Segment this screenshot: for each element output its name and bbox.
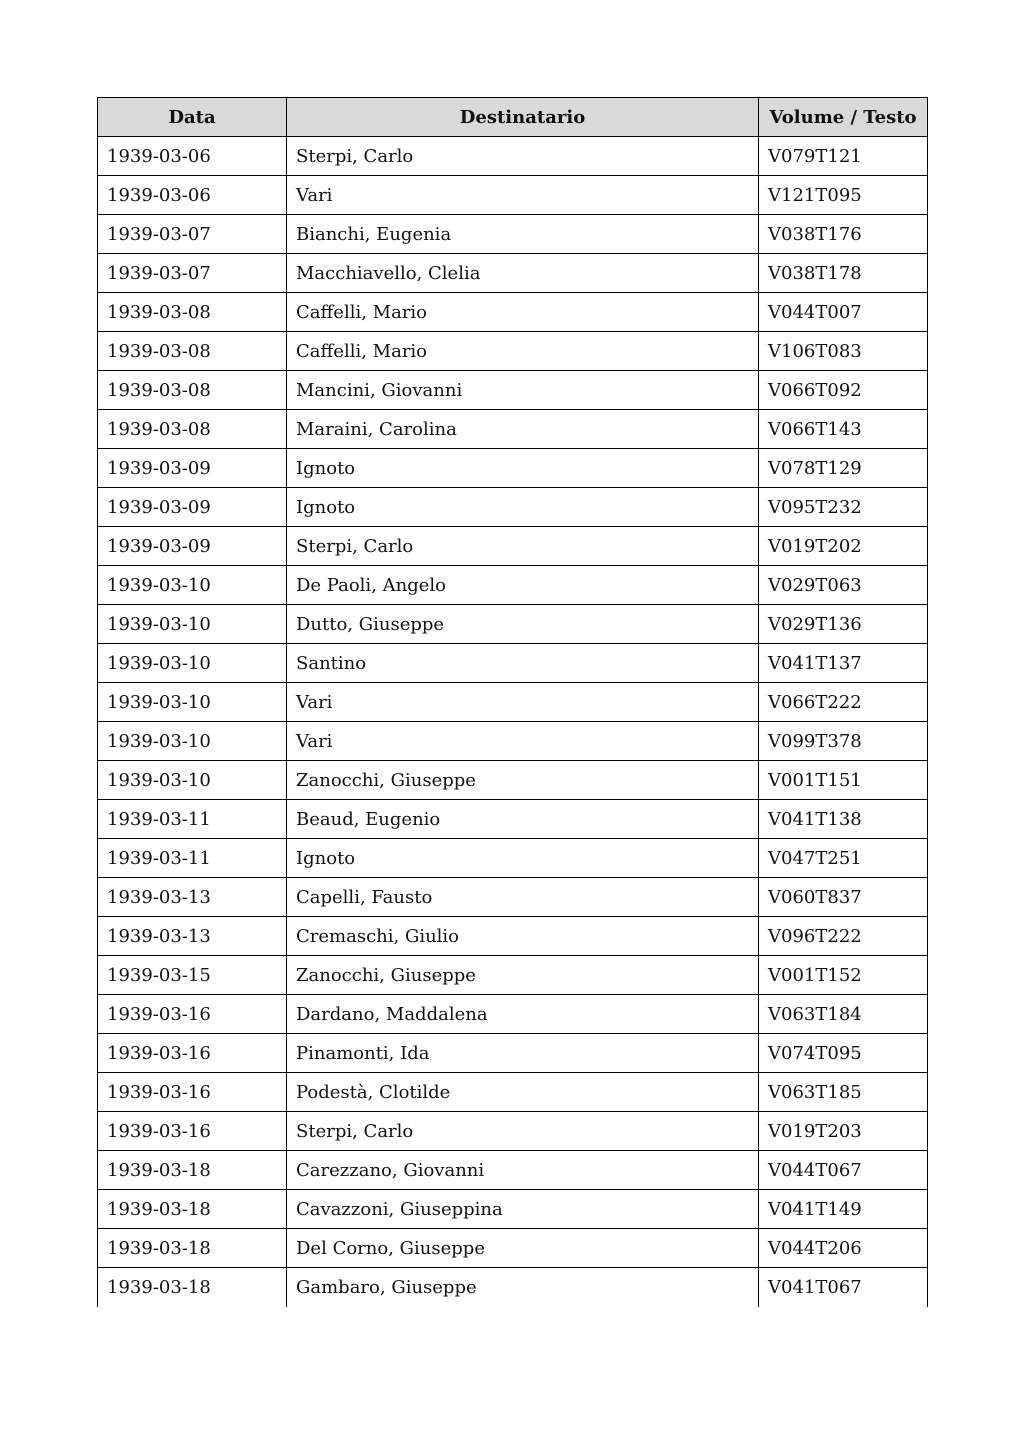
cell-recipient: Pinamonti, Ida xyxy=(287,1034,759,1073)
table-row xyxy=(98,956,928,995)
cell-date: 1939-03-18 xyxy=(98,1190,287,1229)
table-row xyxy=(98,995,928,1034)
cell-recipient: Sterpi, Carlo xyxy=(287,1112,759,1151)
table-row xyxy=(98,254,928,293)
cell-date: 1939-03-11 xyxy=(98,800,287,839)
cell-date: 1939-03-06 xyxy=(98,137,287,176)
cell-recipient: Podestà, Clotilde xyxy=(287,1073,759,1112)
cell-volume: V041T067 xyxy=(759,1268,928,1307)
cell-recipient: Sterpi, Carlo xyxy=(287,527,759,566)
cell-date: 1939-03-09 xyxy=(98,449,287,488)
cell-volume: V038T178 xyxy=(759,254,928,293)
table-row xyxy=(98,1190,928,1229)
cell-date: 1939-03-10 xyxy=(98,644,287,683)
cell-recipient: Sterpi, Carlo xyxy=(287,137,759,176)
cell-volume: V041T137 xyxy=(759,644,928,683)
cell-recipient: Beaud, Eugenio xyxy=(287,800,759,839)
cell-volume: V063T184 xyxy=(759,995,928,1034)
table-row xyxy=(98,878,928,917)
cell-recipient: Cremaschi, Giulio xyxy=(287,917,759,956)
cell-volume: V044T007 xyxy=(759,293,928,332)
table-row xyxy=(98,1034,928,1073)
cell-date: 1939-03-18 xyxy=(98,1229,287,1268)
cell-volume: V078T129 xyxy=(759,449,928,488)
cell-volume: V063T185 xyxy=(759,1073,928,1112)
table-row xyxy=(98,917,928,956)
cell-recipient: Dutto, Giuseppe xyxy=(287,605,759,644)
cell-recipient: Carezzano, Giovanni xyxy=(287,1151,759,1190)
table-row xyxy=(98,1229,928,1268)
table-row xyxy=(98,293,928,332)
cell-date: 1939-03-06 xyxy=(98,176,287,215)
cell-volume: V060T837 xyxy=(759,878,928,917)
cell-volume: V029T063 xyxy=(759,566,928,605)
cell-recipient: De Paoli, Angelo xyxy=(287,566,759,605)
cell-recipient: Ignoto xyxy=(287,488,759,527)
table-row xyxy=(98,800,928,839)
cell-recipient: Vari xyxy=(287,683,759,722)
cell-date: 1939-03-10 xyxy=(98,722,287,761)
table-row xyxy=(98,722,928,761)
cell-recipient: Del Corno, Giuseppe xyxy=(287,1229,759,1268)
cell-date: 1939-03-08 xyxy=(98,371,287,410)
cell-volume: V001T151 xyxy=(759,761,928,800)
column-header-recipient: Destinatario xyxy=(287,98,759,137)
cell-volume: V074T095 xyxy=(759,1034,928,1073)
cell-date: 1939-03-10 xyxy=(98,761,287,800)
cell-recipient: Ignoto xyxy=(287,449,759,488)
cell-volume: V041T149 xyxy=(759,1190,928,1229)
cell-date: 1939-03-10 xyxy=(98,566,287,605)
cell-volume: V041T138 xyxy=(759,800,928,839)
cell-recipient: Cavazzoni, Giuseppina xyxy=(287,1190,759,1229)
cell-date: 1939-03-08 xyxy=(98,332,287,371)
cell-date: 1939-03-16 xyxy=(98,1034,287,1073)
table-row xyxy=(98,683,928,722)
table-row xyxy=(98,839,928,878)
cell-recipient: Capelli, Fausto xyxy=(287,878,759,917)
cell-date: 1939-03-13 xyxy=(98,878,287,917)
table-row xyxy=(98,1073,928,1112)
cell-volume: V096T222 xyxy=(759,917,928,956)
cell-date: 1939-03-18 xyxy=(98,1268,287,1307)
cell-recipient: Ignoto xyxy=(287,839,759,878)
header-row xyxy=(98,98,928,137)
cell-volume: V001T152 xyxy=(759,956,928,995)
cell-recipient: Vari xyxy=(287,722,759,761)
cell-date: 1939-03-18 xyxy=(98,1151,287,1190)
cell-recipient: Macchiavello, Clelia xyxy=(287,254,759,293)
cell-volume: V079T121 xyxy=(759,137,928,176)
cell-recipient: Dardano, Maddalena xyxy=(287,995,759,1034)
cell-date: 1939-03-10 xyxy=(98,605,287,644)
cell-volume: V019T203 xyxy=(759,1112,928,1151)
cell-volume: V038T176 xyxy=(759,215,928,254)
table-row xyxy=(98,1151,928,1190)
table-row xyxy=(98,1268,928,1307)
cell-volume: V019T202 xyxy=(759,527,928,566)
table-row xyxy=(98,488,928,527)
cell-recipient: Santino xyxy=(287,644,759,683)
table-row xyxy=(98,527,928,566)
cell-recipient: Caffelli, Mario xyxy=(287,293,759,332)
cell-date: 1939-03-09 xyxy=(98,488,287,527)
table-row xyxy=(98,137,928,176)
cell-volume: V029T136 xyxy=(759,605,928,644)
cell-volume: V066T092 xyxy=(759,371,928,410)
cell-volume: V066T143 xyxy=(759,410,928,449)
table-row xyxy=(98,410,928,449)
cell-recipient: Mancini, Giovanni xyxy=(287,371,759,410)
cell-volume: V044T067 xyxy=(759,1151,928,1190)
cell-date: 1939-03-13 xyxy=(98,917,287,956)
column-header-date: Data xyxy=(98,98,287,137)
letters-table xyxy=(97,97,928,1307)
cell-date: 1939-03-11 xyxy=(98,839,287,878)
cell-date: 1939-03-15 xyxy=(98,956,287,995)
cell-recipient: Maraini, Carolina xyxy=(287,410,759,449)
cell-date: 1939-03-08 xyxy=(98,293,287,332)
table-row xyxy=(98,332,928,371)
cell-recipient: Zanocchi, Giuseppe xyxy=(287,761,759,800)
cell-date: 1939-03-10 xyxy=(98,683,287,722)
table-row xyxy=(98,605,928,644)
cell-volume: V044T206 xyxy=(759,1229,928,1268)
table-row xyxy=(98,176,928,215)
cell-volume: V066T222 xyxy=(759,683,928,722)
table-row xyxy=(98,644,928,683)
cell-volume: V047T251 xyxy=(759,839,928,878)
cell-recipient: Bianchi, Eugenia xyxy=(287,215,759,254)
table-row xyxy=(98,566,928,605)
table-header xyxy=(98,98,928,137)
table-row xyxy=(98,371,928,410)
cell-recipient: Gambaro, Giuseppe xyxy=(287,1268,759,1307)
cell-volume: V099T378 xyxy=(759,722,928,761)
document-page xyxy=(97,97,927,1307)
table-row xyxy=(98,449,928,488)
cell-volume: V121T095 xyxy=(759,176,928,215)
cell-date: 1939-03-16 xyxy=(98,1073,287,1112)
cell-date: 1939-03-16 xyxy=(98,1112,287,1151)
cell-volume: V095T232 xyxy=(759,488,928,527)
cell-date: 1939-03-07 xyxy=(98,215,287,254)
table-row xyxy=(98,215,928,254)
cell-date: 1939-03-07 xyxy=(98,254,287,293)
cell-recipient: Vari xyxy=(287,176,759,215)
cell-date: 1939-03-09 xyxy=(98,527,287,566)
cell-date: 1939-03-16 xyxy=(98,995,287,1034)
cell-recipient: Zanocchi, Giuseppe xyxy=(287,956,759,995)
table-row xyxy=(98,1112,928,1151)
cell-recipient: Caffelli, Mario xyxy=(287,332,759,371)
cell-date: 1939-03-08 xyxy=(98,410,287,449)
column-header-volume: Volume / Testo xyxy=(759,98,928,137)
cell-volume: V106T083 xyxy=(759,332,928,371)
table-body xyxy=(98,137,928,1307)
table-row xyxy=(98,761,928,800)
